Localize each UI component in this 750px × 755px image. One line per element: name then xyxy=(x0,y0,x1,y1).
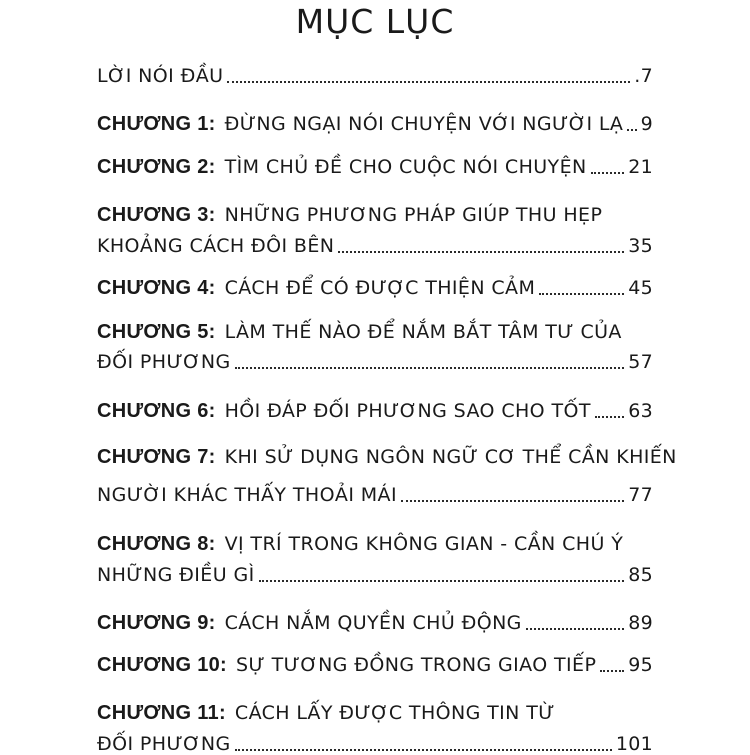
entry-title: HỒI ĐÁP ĐỐI PHƯƠNG SAO CHO TỐT xyxy=(224,400,591,422)
entry-title: CÁCH LẤY ĐƯỢC THÔNG TIN TỪ xyxy=(234,702,555,724)
dot-leader xyxy=(227,81,630,83)
entry-title: ĐỪNG NGẠI NÓI CHUYỆN VỚI NGƯỜI LẠ xyxy=(224,113,624,135)
page-number: 77 xyxy=(628,484,653,506)
dot-leader xyxy=(600,670,624,672)
page-number: .7 xyxy=(634,65,653,87)
toc-line xyxy=(97,145,653,177)
page-number: 85 xyxy=(628,564,653,586)
toc-line xyxy=(97,643,653,675)
entry-title: NHỮNG PHƯƠNG PHÁP GIÚP THU HẸP xyxy=(224,204,603,226)
toc-line xyxy=(97,522,653,554)
dot-leader xyxy=(235,749,612,751)
toc-line xyxy=(97,193,653,225)
entry-title: LÀM THẾ NÀO ĐỂ NẮM BẮT TÂM TƯ CỦA xyxy=(224,321,622,343)
entry-title: CÁCH ĐỂ CÓ ĐƯỢC THIỆN CẢM xyxy=(224,277,536,299)
page-number: 21 xyxy=(628,156,653,178)
toc-line xyxy=(97,435,677,468)
dot-leader xyxy=(235,367,625,369)
page-title: MỤC LỤC xyxy=(295,2,455,41)
entry-title: LỜI NÓI ĐẦU xyxy=(97,65,224,87)
toc-line xyxy=(97,340,653,372)
dot-leader xyxy=(595,416,624,418)
page-number: 57 xyxy=(628,351,653,373)
entry-title: TÌM CHỦ ĐỀ CHO CUỘC NÓI CHUYỆN xyxy=(224,156,587,178)
toc-line xyxy=(97,54,653,86)
page-number: 101 xyxy=(615,733,653,755)
page-number: 45 xyxy=(628,277,653,299)
chapter-label: CHƯƠNG 5: xyxy=(97,321,216,343)
chapter-label: CHƯƠNG 8: xyxy=(97,533,216,555)
dot-leader xyxy=(526,628,624,630)
chapter-label: CHƯƠNG 9: xyxy=(97,612,216,634)
dot-leader xyxy=(259,580,625,582)
toc-line xyxy=(97,266,653,298)
entry-title: KHI SỬ DỤNG NGÔN NGỮ CƠ THỂ CẦN KHIẾN xyxy=(224,446,677,468)
chapter-label: CHƯƠNG 6: xyxy=(97,400,216,422)
chapter-label: CHƯƠNG 1: xyxy=(97,113,216,135)
toc-line xyxy=(97,473,653,505)
entry-title: NGƯỜI KHÁC THẤY THOẢI MÁI xyxy=(97,484,397,506)
dot-leader xyxy=(401,500,624,502)
dot-leader xyxy=(591,172,625,174)
page-number: 63 xyxy=(628,400,653,422)
toc-line xyxy=(97,601,653,633)
chapter-label: CHƯƠNG 7: xyxy=(97,446,216,468)
page-number: 35 xyxy=(628,235,653,257)
dot-leader xyxy=(539,293,624,295)
toc-line xyxy=(97,691,653,723)
page-number: 95 xyxy=(628,654,653,676)
entry-title: ĐỐI PHƯƠNG xyxy=(97,351,231,373)
dot-leader xyxy=(338,251,624,253)
chapter-label: CHƯƠNG 10: xyxy=(97,654,228,676)
page-number: 9 xyxy=(640,113,653,135)
chapter-label: CHƯƠNG 3: xyxy=(97,204,216,226)
entry-title: KHOẢNG CÁCH ĐÔI BÊN xyxy=(97,235,335,257)
toc-line xyxy=(97,224,653,256)
entry-title: NHỮNG ĐIỀU GÌ xyxy=(97,564,255,586)
chapter-label: CHƯƠNG 4: xyxy=(97,277,216,299)
dot-leader xyxy=(627,129,636,131)
toc-line xyxy=(97,389,653,421)
toc-line xyxy=(97,102,653,134)
entry-title: ĐỐI PHƯƠNG xyxy=(97,733,231,755)
toc-line xyxy=(97,553,653,585)
chapter-label: CHƯƠNG 2: xyxy=(97,156,216,178)
entry-title: VỊ TRÍ TRONG KHÔNG GIAN - CẦN CHÚ Ý xyxy=(224,533,624,555)
chapter-label: CHƯƠNG 11: xyxy=(97,702,226,724)
toc-line xyxy=(97,722,653,754)
entry-title: SỰ TƯƠNG ĐỒNG TRONG GIAO TIẾP xyxy=(236,654,597,676)
entry-title: CÁCH NẮM QUYỀN CHỦ ĐỘNG xyxy=(224,612,522,634)
toc-line xyxy=(97,310,653,342)
page-number: 89 xyxy=(628,612,653,634)
